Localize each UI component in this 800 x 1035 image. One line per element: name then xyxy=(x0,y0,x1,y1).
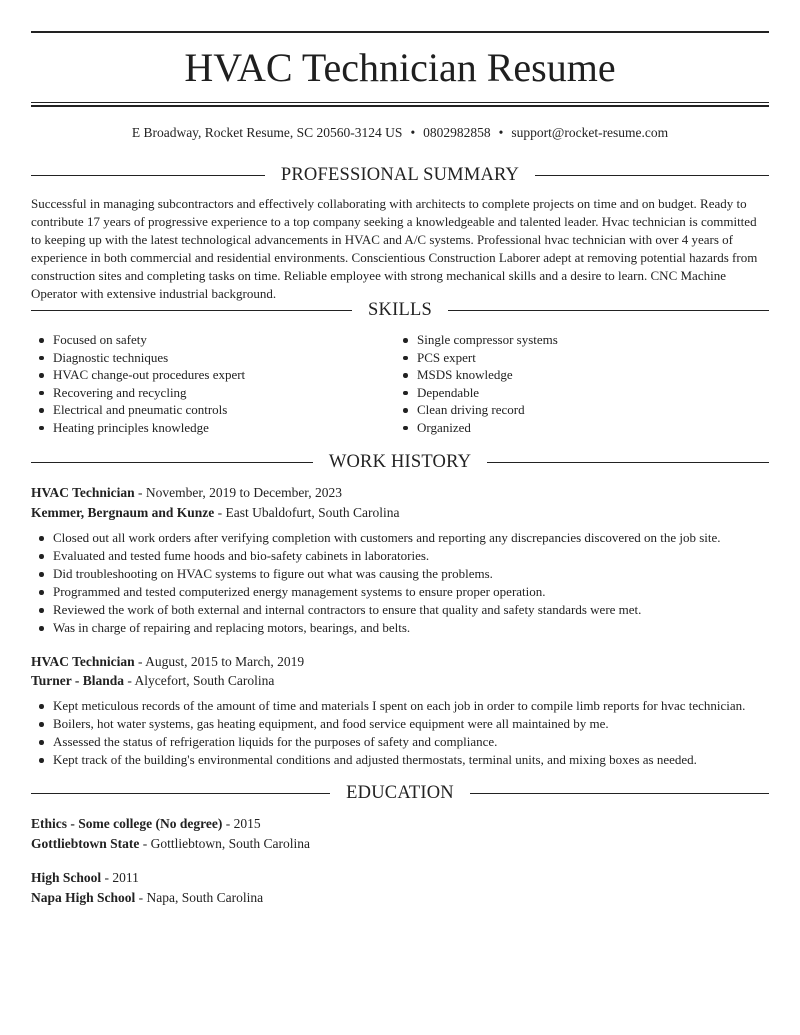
job-location: - Alycefort, South Carolina xyxy=(124,673,275,688)
job-bullet: Reviewed the work of both external and internal contractors to ensure that quality and safety standards were met. xyxy=(31,601,769,619)
job-company-line xyxy=(31,503,769,522)
skill-item: MSDS knowledge xyxy=(395,366,769,384)
heading-rule xyxy=(31,462,313,463)
skills-list-right xyxy=(395,331,769,437)
education-school: Napa High School xyxy=(31,890,136,905)
job-bullets xyxy=(31,697,769,769)
heading-rule xyxy=(535,175,769,176)
section-heading-education xyxy=(31,781,769,805)
section-title: WORK HISTORY xyxy=(328,452,472,472)
job-bullet: Programmed and tested computerized energy management systems to ensure proper operation. xyxy=(31,583,769,601)
skill-item: Diagnostic techniques xyxy=(31,349,391,367)
section-title: EDUCATION xyxy=(346,783,454,803)
page-title: HVAC Technician Resume xyxy=(184,45,616,90)
job-title-line xyxy=(31,483,769,502)
education-degree: High School xyxy=(31,870,102,885)
heading-rule xyxy=(31,793,330,794)
job-bullet: Boilers, hot water systems, gas heating equipment, and food service equipment were all maintained by me. xyxy=(31,715,769,733)
header-bottom-rule-thick xyxy=(31,105,769,107)
heading-rule xyxy=(31,310,352,311)
skill-item: Recovering and recycling xyxy=(31,384,391,402)
heading-rule xyxy=(31,175,265,176)
education-location: - Gottliebtown, South Carolina xyxy=(139,836,310,851)
education-year: - 2015 xyxy=(222,816,261,831)
contact-separator: • xyxy=(410,125,416,140)
education-school: Gottliebtown State xyxy=(31,836,140,851)
education-year: - 2011 xyxy=(101,870,139,885)
job-bullet: Was in charge of repairing and replacing motors, bearings, and belts. xyxy=(31,619,769,637)
contact-phone: 0802982858 xyxy=(423,125,491,140)
education-degree-line xyxy=(31,814,769,833)
heading-rule xyxy=(448,310,769,311)
job-bullet: Did troubleshooting on HVAC systems to figure out what was causing the problems. xyxy=(31,565,769,583)
job-title: HVAC Technician xyxy=(31,654,135,669)
section-heading-summary xyxy=(31,163,769,187)
header-bottom-rule xyxy=(31,102,769,103)
job-bullet: Kept meticulous records of the amount of time and materials I spent on each job in order to compile limb reports for hvac technician. xyxy=(31,697,769,715)
skill-item: Heating principles knowledge xyxy=(31,419,391,437)
summary-text: Successful in managing subcontractors and effectively collaborating with architects to complete projects on time and on budget. Ready to contribute 17 years of progressive experience to a top company seeking a knowledgeable and talented leader. Hvac technician is committed to keeping up with the latest technological advancements in HVAC and A/C systems. Professional hvac technician with over 4 years of experience in both commercial and residential environments. Conscientious Construction Laborer adept at removing potential hazards from construction sites and completing tasks on time. Reliable employee with strong mechanical skills and a desire to learn. CNC Machine Operator with extensive industrial background. xyxy=(31,196,758,301)
contact-line xyxy=(31,123,769,143)
job-company: Turner - Blanda xyxy=(31,673,125,688)
education-location: - Napa, South Carolina xyxy=(135,890,264,905)
heading-rule xyxy=(470,793,769,794)
job-bullet: Evaluated and tested fume hoods and bio-safety cabinets in laboratories. xyxy=(31,547,769,565)
skill-item: PCS expert xyxy=(395,349,769,367)
skill-item: Dependable xyxy=(395,384,769,402)
skill-item: HVAC change-out procedures expert xyxy=(31,366,391,384)
education-degree-line xyxy=(31,868,769,887)
section-heading-skills xyxy=(31,298,769,322)
job-title-line xyxy=(31,652,769,671)
job-dates: - August, 2015 to March, 2019 xyxy=(134,654,305,669)
job-dates: - November, 2019 to December, 2023 xyxy=(134,485,343,500)
section-title: PROFESSIONAL SUMMARY xyxy=(280,165,520,185)
skill-item: Electrical and pneumatic controls xyxy=(31,401,391,419)
section-title: SKILLS xyxy=(368,300,432,320)
skill-item: Clean driving record xyxy=(395,401,769,419)
contact-email: support@rocket-resume.com xyxy=(511,125,669,140)
skill-item: Single compressor systems xyxy=(395,331,769,349)
skill-item: Organized xyxy=(395,419,769,437)
skills-list-left xyxy=(31,331,391,437)
job-bullet: Assessed the status of refrigeration liquids for the purposes of safety and compliance. xyxy=(31,733,769,751)
heading-rule xyxy=(487,462,769,463)
section-heading-work xyxy=(31,450,769,474)
education-school-line xyxy=(31,834,769,853)
education-degree: Ethics - Some college (No degree) xyxy=(31,816,223,831)
header-top-rule xyxy=(31,31,769,33)
job-location: - East Ubaldofurt, South Carolina xyxy=(214,505,400,520)
job-bullet: Kept track of the building's environmental conditions and adjusted thermostats, terminal units, and mixing boxes as needed. xyxy=(31,751,769,769)
education-school-line xyxy=(31,888,769,907)
contact-address: E Broadway, Rocket Resume, SC 20560-3124 US xyxy=(131,125,403,140)
job-bullets xyxy=(31,529,769,637)
job-bullet: Closed out all work orders after verifying completion with customers and reporting any discrepancies discovered on the job site. xyxy=(31,529,769,547)
job-company-line xyxy=(31,671,769,690)
skill-item: Focused on safety xyxy=(31,331,391,349)
contact-separator: • xyxy=(498,125,504,140)
job-company: Kemmer, Bergnaum and Kunze xyxy=(31,505,215,520)
job-title: HVAC Technician xyxy=(31,485,135,500)
